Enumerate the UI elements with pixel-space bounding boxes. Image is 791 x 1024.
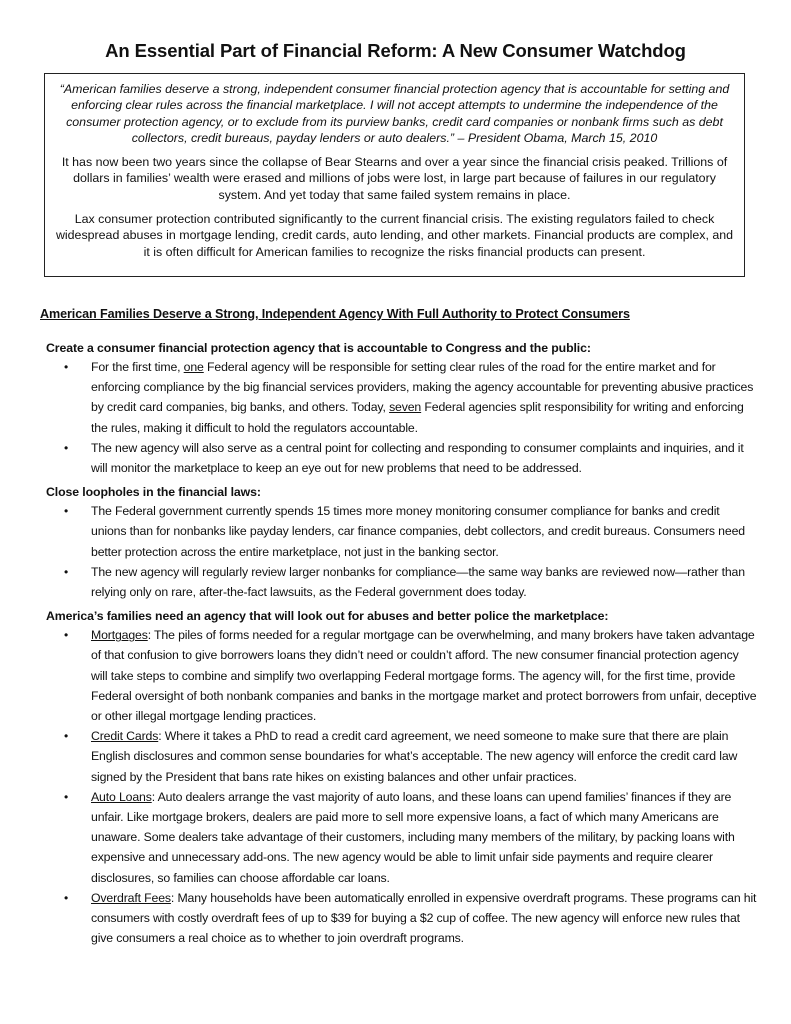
list-item: • The new agency will also serve as a central point for collecting and responding to consumer complaints and inquiries, and it will monitor the marketplace to keep an eye out for new problems that need to be addressed. (46, 438, 758, 478)
bullet-list-close-loopholes (46, 501, 758, 602)
main-content (46, 339, 758, 953)
intro-box (44, 73, 745, 277)
bullet-list-police-marketplace (46, 625, 758, 948)
list-item-overdraft-fees: • Overdraft Fees: Many households have been automatically enrolled in expensive overdraft programs. These programs can hit consumers with costly overdraft fees of up to $39 for buying a $2 cup of coffee. The new agency will enforce new rules that give consumers a real choice as to whether to join overdraft programs. (46, 888, 758, 949)
intro-quote (55, 81, 734, 146)
list-item-auto-loans: • Auto Loans: Auto dealers arrange the vast majority of auto loans, and these loans can upend families’ finances if they are unfair. Like mortgage brokers, dealers are paid more to sell more expensive loans, a fact of which many Americans are unaware. Some dealers take advantage of their customers, including many members of the military, by packing loans with expensive and unnecessary add-ons. The new agency would be able to limit unfair side payments and require clearer disclosures, so families can choose affordable car loans. (46, 787, 758, 888)
group-heading-accountable-agency: Create a consumer financial protection agency that is accountable to Congress and the public: (46, 341, 591, 355)
group-heading-police-marketplace: America’s families need an agency that will look out for abuses and better police the marketplace: (46, 609, 609, 624)
bullet-icon: • (64, 729, 69, 744)
list-item: • The new agency will regularly review larger nonbanks for compliance—the same way banks are reviewed now—rather than relying only on rare, after-the-fact lawsuits, as the Federal government does today. (46, 562, 758, 602)
obama-quote: “American families deserve a strong, independent consumer financial protection agency that is accountable for setting and enforcing clear rules across the financial marketplace. I will not accept attempts to undermine the independence of the consumer protection agency, or to exclude from its purview banks, credit card companies or nonbank firms such as debt collectors, credit bureaus, payday lenders or auto dealers.” (59, 82, 730, 145)
bullet-list-accountable-agency (46, 357, 758, 478)
bullet-icon: • (64, 564, 69, 579)
list-item-credit-cards: • Credit Cards: Where it takes a PhD to read a credit card agreement, we need someone to make sure that there are plain English disclosures and common sense boundaries for what’s acceptable. The new agency will enforce the credit card law signed by the President that bans rate hikes on existing balances and other unfair practices. (46, 726, 758, 787)
intro-paragraph-2: Lax consumer protection contributed significantly to the current financial crisis. The existing regulators failed to check widespread abuses in mortgage lending, credit cards, auto lending, and other markets. Financial products are complex, and it is often difficult for American families to recognize the risks financial products can present. (55, 212, 734, 259)
quote-attribution: – President Obama, March 15, 2010 (454, 130, 658, 145)
group-heading-close-loopholes: Close loopholes in the financial laws: (46, 485, 261, 500)
document-title: An Essential Part of Financial Reform: A New Consumer Watchdog (105, 40, 686, 61)
bullet-icon: • (64, 504, 69, 519)
list-item: • The Federal government currently spends 15 times more money monitoring consumer compliance for banks and credit unions than for nonbanks like payday lenders, car finance companies, debt collectors, and credit bureaus. Consumers need better protection across the entire marketplace, not just in the banking sector. (46, 501, 758, 562)
section-heading: American Families Deserve a Strong, Independent Agency With Full Authority to Protect Consumers (40, 307, 630, 321)
bullet-icon: • (64, 789, 69, 804)
bullet-icon: • (64, 360, 69, 374)
bullet-icon: • (64, 890, 69, 905)
bullet-icon: • (64, 628, 69, 643)
list-item-mortgages: • Mortgages: The piles of forms needed for a regular mortgage can be overwhelming, and many brokers have taken advantage of that confusion to give borrowers loans they didn’t need or couldn’t afford. The new consumer financial protection agency will take steps to combine and simplify two overlapping Federal mortgage forms. The agency will, for the first time, provide Federal oversight of both nonbank companies and banks in the mortgage market and protect borrowers from unfair, deceptive or other illegal mortgage lending practices. (46, 625, 758, 726)
list-item: • For the first time, one Federal agency will be responsible for setting clear rules of the road for the entire market and for enforcing compliance by the big financial services providers, making the agency accountable for preventing abusive practices by credit card companies, big banks, and others. Today, seven Federal agencies split responsibility for writing and enforcing the rules, making it difficult to hold the regulators accountable. (46, 357, 758, 438)
bullet-icon: • (64, 440, 69, 455)
intro-paragraph-1: It has now been two years since the collapse of Bear Stearns and over a year since the financial crisis peaked. Trillions of dollars in families’ wealth were erased and millions of jobs were lost, in large part because of failures in our regulatory system. And yet today that same failed system remains in place. (61, 155, 728, 202)
